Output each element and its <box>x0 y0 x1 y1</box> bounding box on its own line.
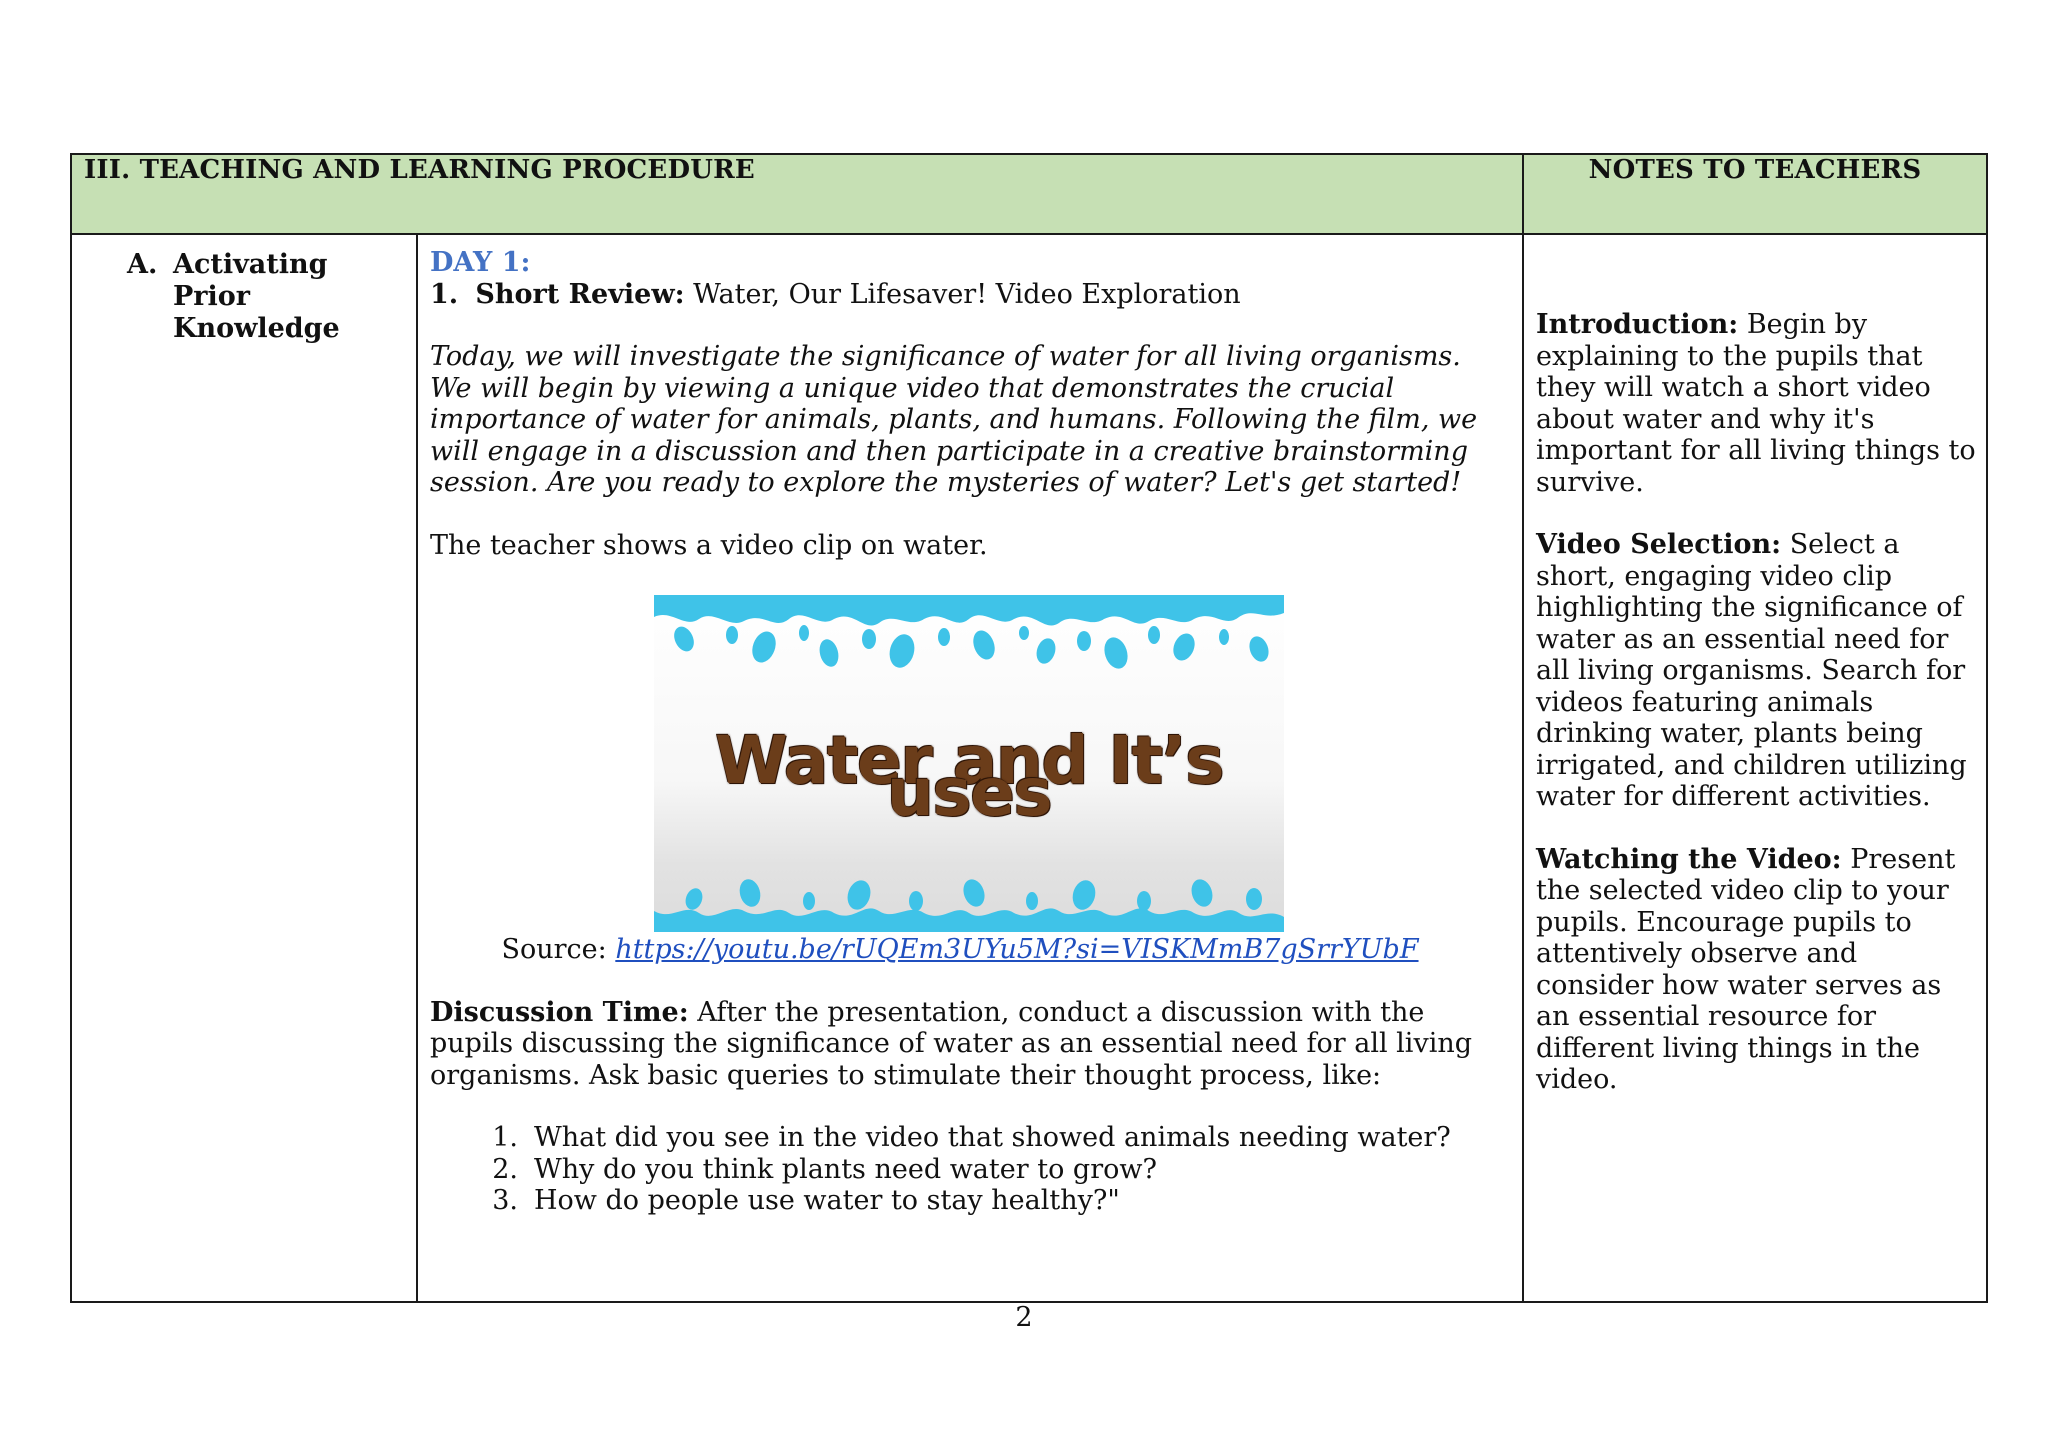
source-line <box>430 934 1510 966</box>
list-item <box>430 1154 1510 1186</box>
notes-header: NOTES TO TEACHERS <box>1523 154 1987 234</box>
lesson-table <box>70 153 1988 1303</box>
notes-cell <box>1523 234 1987 1302</box>
review-text: Water, Our Lifesaver! Video Exploration <box>693 278 1241 310</box>
video-thumbnail[interactable] <box>654 595 1284 932</box>
day-label: DAY 1: <box>430 247 531 278</box>
question-number: 1. <box>492 1122 518 1153</box>
video-title: Water and It’s uses <box>714 722 1224 831</box>
note-introduction <box>1536 309 1976 498</box>
teacher-shows-text: The teacher shows a video clip on water. <box>430 529 988 561</box>
note-label: Video Selection: <box>1536 529 1782 560</box>
discussion-text: After the presentation, conduct a discussion with the pupils discussing the significance of water as an essential need for all living organisms. Ask basic queries to stimulate their thought process, like: <box>430 996 1473 1091</box>
note-watching-video <box>1536 844 1976 1096</box>
procedure-cell <box>417 234 1523 1302</box>
page-number: 2 <box>1015 1302 1033 1333</box>
list-item <box>430 1122 1510 1154</box>
note-text: Begin by explaining to the pupils that they will watch a short video about water and why it's important for all living things to survive. <box>1536 309 1976 498</box>
short-review-line <box>430 279 1510 311</box>
list-item <box>430 1185 1510 1217</box>
note-label: Introduction: <box>1536 309 1739 340</box>
question-list <box>430 1122 1510 1217</box>
procedure-header: III. TEACHING AND LEARNING PROCEDURE <box>71 154 1523 234</box>
review-number: 1. <box>430 278 459 310</box>
note-text: Present the selected video clip to your pupils. Encourage pupils to attentively observe and consider how water serves as an essential resource for different living things in the video. <box>1536 843 1956 1095</box>
question-text: How do people use water to stay healthy?" <box>534 1185 1120 1216</box>
section-cell <box>71 234 417 1302</box>
discussion-paragraph <box>430 997 1510 1092</box>
note-text: Select a short, engaging video clip highlighting the significance of water as an essential need for all living organisms. Search for videos featuring animals drinking water, plants being irrigated, and children utilizing water for different activities. <box>1536 529 1967 812</box>
section-title: Activating Prior Knowledge <box>173 249 340 344</box>
question-number: 3. <box>492 1185 518 1216</box>
source-link[interactable]: https://youtu.be/rUQEm3UYu5M?si=VISKMmB7gSrrYUbF <box>615 934 1419 965</box>
source-label: Source: <box>501 934 607 965</box>
question-text: Why do you think plants need water to grow? <box>534 1153 1157 1185</box>
note-label: Watching the Video: <box>1536 843 1842 875</box>
table-header-row <box>71 154 1987 234</box>
question-text: What did you see in the video that showed animals needing water? <box>534 1122 1451 1153</box>
table-body-row <box>71 234 1987 1302</box>
intro-paragraph: Today, we will investigate the significance of water for all living organisms. We will begin by viewing a unique video that demonstrates the crucial importance of water for animals, plants, and humans. Following the film, we will engage in a discussion and then participate in a creative brainstorming session. Are you ready to explore the mysteries of water? Let's get started! <box>430 341 1478 498</box>
section-letter: A. <box>127 249 158 280</box>
review-label: Short Review: <box>475 278 685 310</box>
question-number: 2. <box>492 1153 518 1185</box>
discussion-label: Discussion Time: <box>430 996 689 1028</box>
note-video-selection <box>1536 529 1976 813</box>
section-label <box>127 249 402 345</box>
